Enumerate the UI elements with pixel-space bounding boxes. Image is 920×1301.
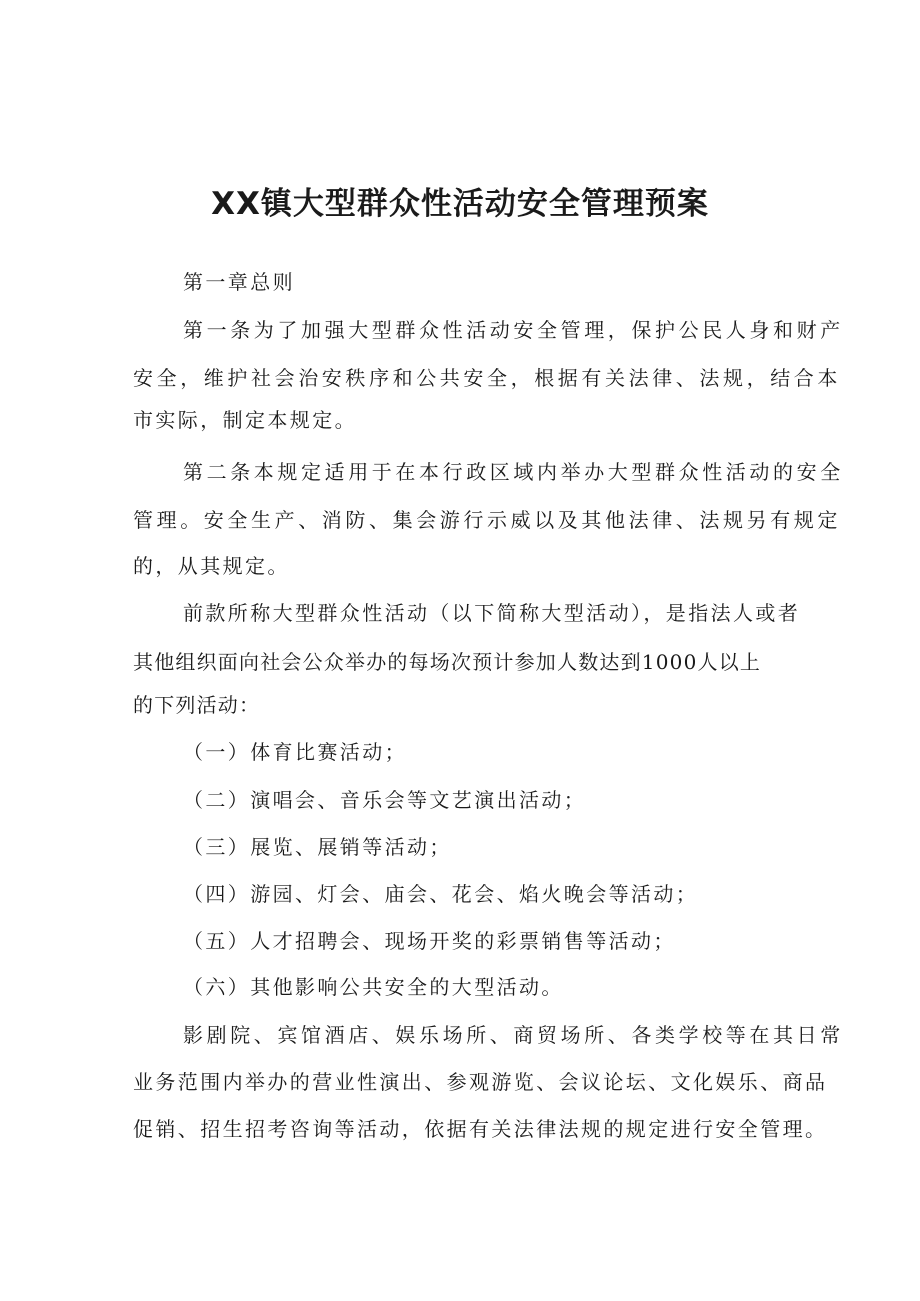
document-title: XX镇大型群众性活动安全管理预案 xyxy=(211,186,709,222)
chapter-heading: 第一章总则 xyxy=(183,270,295,294)
paragraph-line: 其他组织面向社会公众举办的每场次预计参加人数达到1000人以上 xyxy=(133,650,762,674)
list-item: （六）其他影响公共安全的大型活动。 xyxy=(183,975,564,999)
paragraph-line: 的下列活动： xyxy=(133,693,261,717)
list-item: （四）游园、灯会、庙会、花会、焰火晚会等活动； xyxy=(183,882,699,906)
paragraph-line: 安全，维护社会治安秩序和公共安全，根据有关法律、法规，结合本 xyxy=(133,366,841,390)
paragraph-line: 的，从其规定。 xyxy=(133,554,290,578)
list-item: （二）演唱会、音乐会等文艺演出活动； xyxy=(183,788,587,812)
list-item: （一）体育比赛活动； xyxy=(183,740,407,764)
list-item: （五）人才招聘会、现场开奖的彩票销售等活动； xyxy=(183,929,676,953)
paragraph-line: 第一条为了加强大型群众性活动安全管理，保护公民人身和财产 xyxy=(183,318,844,342)
paragraph-line: 影剧院、宾馆酒店、娱乐场所、商贸场所、各类学校等在其日常 xyxy=(183,1023,844,1047)
paragraph-line: 前款所称大型群众性活动（以下简称大型活动），是指法人或者 xyxy=(183,601,801,625)
paragraph-line: 促销、招生招考咨询等活动，依据有关法律法规的规定进行安全管理。 xyxy=(133,1117,828,1141)
paragraph-line: 市实际，制定本规定。 xyxy=(133,408,357,432)
paragraph-line: 第二条本规定适用于在本行政区域内举办大型群众性活动的安全 xyxy=(183,460,844,484)
list-item: （三）展览、展销等活动； xyxy=(183,835,452,859)
paragraph-line: 管理。安全生产、消防、集会游行示威以及其他法律、法规另有规定 xyxy=(133,508,841,532)
paragraph-line: 业务范围内举办的营业性演出、参观游览、会议论坛、文化娱乐、商品 xyxy=(133,1070,828,1094)
